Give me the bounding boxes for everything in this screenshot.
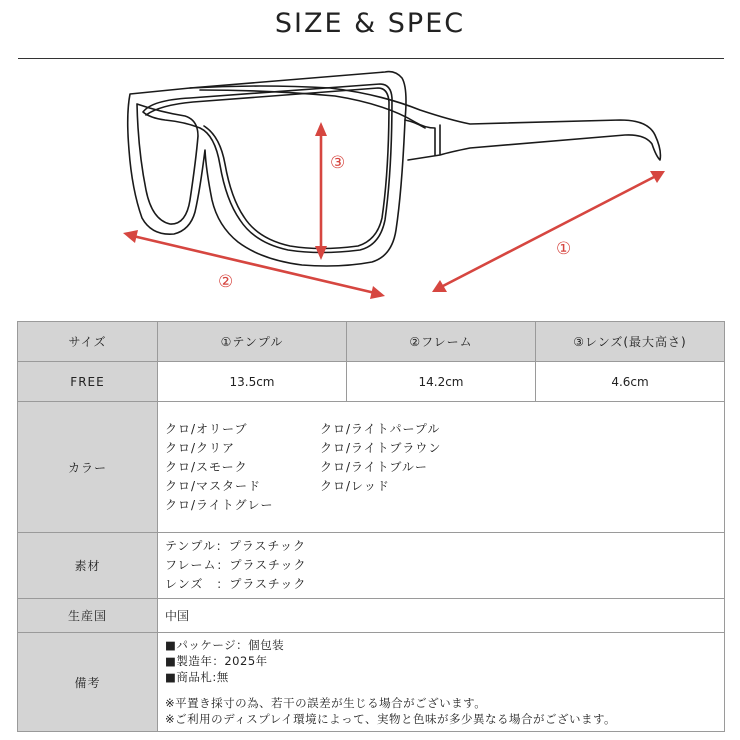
note-item: ※ご利用のディスプレイ環境によって、実物と色味が多少異なる場合がございます。: [165, 712, 617, 726]
origin-label: 生産国: [18, 599, 158, 633]
spec-table: [17, 321, 725, 732]
color-item: クロ/ライトブラウン: [320, 440, 442, 455]
frame-header: ②フレーム: [347, 322, 536, 362]
marker-3-label: ③: [330, 153, 346, 173]
sunglasses-diagram: [0, 60, 740, 315]
color-list-1: [165, 420, 320, 515]
origin-value: 中国: [158, 599, 725, 633]
color-list-2: [320, 420, 475, 515]
table-header-row: [18, 322, 725, 362]
color-item: クロ/スモーク: [165, 459, 248, 474]
material-cell: [158, 533, 725, 599]
color-item: クロ/クリア: [165, 440, 236, 455]
remarks-row: [18, 633, 725, 732]
size-row: [18, 362, 725, 402]
note-item: ※平置き採寸の為、若干の誤差が生じる場合がございます。: [165, 696, 487, 710]
size-header: サイズ: [18, 322, 158, 362]
remarks-cell: [158, 633, 725, 732]
remark-item: ■製造年：2025年: [165, 654, 268, 668]
title-divider: [18, 58, 724, 59]
remark-item: ■商品札:無: [165, 670, 229, 684]
color-row: [18, 402, 725, 533]
material-item: テンプル：プラスチック: [165, 539, 306, 553]
marker-2-label: ②: [218, 272, 234, 292]
remarks-label: 備考: [18, 633, 158, 732]
arrowhead-icon: [370, 286, 385, 299]
frame-width-arrow: [133, 236, 375, 293]
color-item: クロ/オリーブ: [165, 421, 248, 436]
arrowhead-icon: [315, 122, 327, 136]
color-item: クロ/ライトパープル: [320, 421, 441, 436]
temple-length-arrow: [441, 176, 656, 287]
lens-header: ③レンズ(最大高さ): [536, 322, 725, 362]
arrowhead-icon: [123, 230, 138, 243]
color-cell: [158, 402, 725, 533]
color-label: カラー: [18, 402, 158, 533]
material-row: [18, 533, 725, 599]
page-title: SIZE & SPEC: [274, 8, 466, 39]
measurement-arrows: [123, 122, 665, 299]
frame-value: 14.2cm: [347, 362, 536, 402]
color-item: クロ/レッド: [320, 478, 390, 493]
sunglasses-outline: [128, 72, 661, 266]
material-item: レンズ ：プラスチック: [165, 577, 307, 591]
material-item: フレーム：プラスチック: [165, 558, 307, 572]
temple-header: ①テンプル: [158, 322, 347, 362]
lens-value: 4.6cm: [536, 362, 725, 402]
marker-1-label: ①: [556, 239, 572, 259]
temple-value: 13.5cm: [158, 362, 347, 402]
color-item: クロ/ライトグレー: [165, 497, 274, 512]
color-item: クロ/マスタード: [165, 478, 262, 493]
origin-row: [18, 599, 725, 633]
color-item: クロ/ライトブルー: [320, 459, 428, 474]
material-label: 素材: [18, 533, 158, 599]
size-value: FREE: [18, 362, 158, 402]
remark-item: ■パッケージ：個包装: [165, 638, 285, 652]
